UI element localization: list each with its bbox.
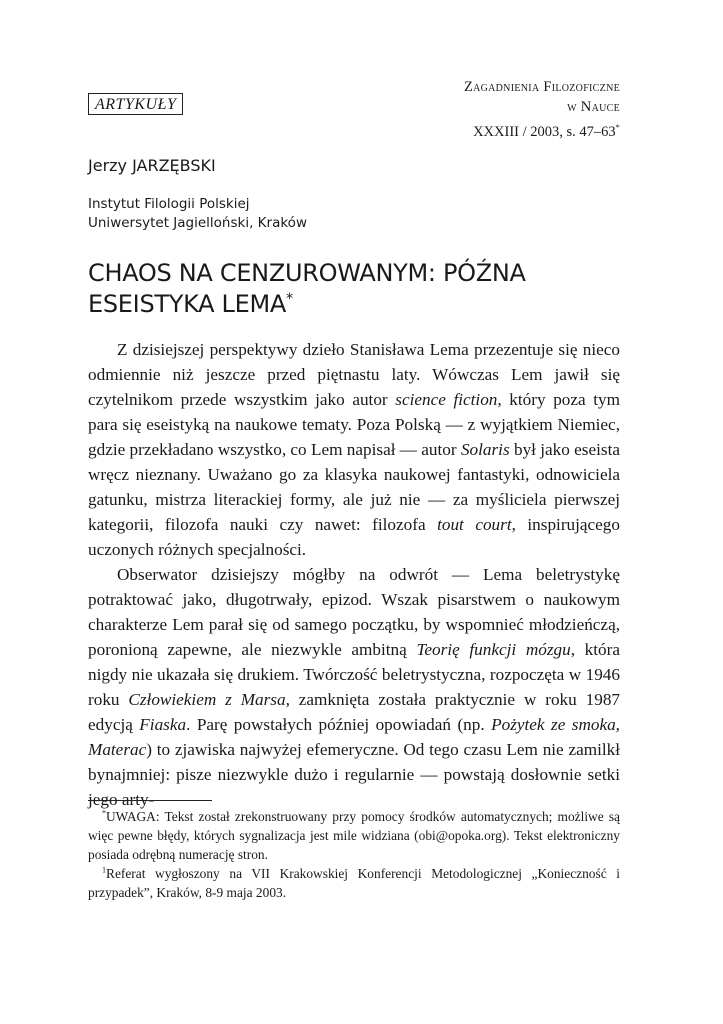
p2-text-e: , zamknięta została praktycznie w roku 1987 edycją bbox=[88, 690, 621, 734]
p1-italic-tout-court: tout court bbox=[437, 515, 512, 534]
p1-text-e: był jako eseista wręcz nieznany. Uważano go za klasyka naukowej fantastyki, odnowiciela gatunku, mistrza literackiej formy, ale już nie — za myśliciela pierwszej kategorii, filozofa nauki czy nawet: filozofa bbox=[88, 440, 620, 534]
affiliation-line1: Instytut Filologii Polskiej bbox=[88, 196, 250, 212]
p1-text-c: , który poza tym para się eseistyką na naukowe tematy. Poza Polską — z wyjątkiem Niemiec, gdzie przekładano wszystko, co Lem napisał — autor bbox=[88, 390, 620, 459]
footnote-1-text: UWAGA: Tekst został zrekonstruowany przy pomocy środków automatycznych; możliwe są więc pewne błędy, których sygnalizacja jest mile widziana (obi@opoka.org). Tekst elektroniczny posiada odrębną numerację stron. bbox=[88, 809, 620, 862]
p1-italic-science-fiction: science fiction bbox=[395, 390, 498, 409]
footnotes bbox=[88, 807, 620, 902]
journal-issue bbox=[464, 117, 620, 142]
footnote-2-text: Referat wygłoszony na VII Krakowskiej Konferencji Metodologicznej „Konieczność i przypadek”, Kraków, 8-9 maja 2003. bbox=[88, 866, 620, 900]
footnote-2 bbox=[88, 864, 620, 902]
affiliation bbox=[88, 195, 307, 233]
journal-header bbox=[464, 77, 620, 142]
p2-text-i: ) to zjawiska najwyżej efemeryczne. Od tego czasu Lem nie zamilkł bynajmniej: pisze niezwykle dużo i regularnie — powstają dosłownie setki jego arty- bbox=[88, 740, 620, 809]
article-body bbox=[88, 337, 620, 812]
title-text: CHAOS NA CENZUROWANYM: PÓŹNA ESEISTYKA LEMA bbox=[88, 259, 526, 318]
p2-italic-teoria: Teorię funkcji mózgu bbox=[416, 640, 571, 659]
footnote-2-mark: 1 bbox=[102, 865, 107, 875]
issue-text: XXXIII / 2003, s. 47–63 bbox=[473, 123, 616, 140]
title-mark: * bbox=[286, 291, 293, 307]
p2-text-a: Obserwator dzisiejszy mógłby na odwrót — Lema beletrystykę potraktować jako, długotrwały, epizod. Wszak pisarstwem o naukowym charakterze Lem parał się od samego początku, by wspomnieć młodzieńczą, poronioną zapewne, ale niezwykle ambitną bbox=[88, 565, 620, 659]
journal-name-line2: w Nauce bbox=[567, 99, 620, 115]
issue-mark: * bbox=[615, 122, 620, 132]
article-title bbox=[88, 258, 648, 320]
p2-italic-czlowiek: Człowiekiem z Marsa bbox=[128, 690, 286, 709]
footnote-1 bbox=[88, 807, 620, 864]
footnote-rule bbox=[88, 800, 212, 801]
p2-italic-pozytek: Pożytek ze smoka, Materac bbox=[88, 715, 620, 759]
affiliation-line2: Uniwersytet Jagielloński, Kraków bbox=[88, 215, 307, 231]
p1-italic-solaris: Solaris bbox=[460, 440, 510, 459]
p2-text-g: . Parę powstałych później opowiadań (np. bbox=[186, 715, 492, 734]
p1-text-a: Z dzisiejszej perspektywy dzieło Stanisława Lema przezentuje się nieco odmiennie niż jeszcze przed piętnastu laty. Wówczas Lem jawił się czytelnikom przede wszystkim jako autor bbox=[88, 340, 620, 409]
paragraph-1 bbox=[88, 337, 620, 562]
p2-text-c: , która nigdy nie ukazała się drukiem. Twórczość beletrystyczna, rozpoczęta w 1946 roku bbox=[88, 640, 620, 709]
p1-text-g: , inspirującego uczonych różnych specjalności. bbox=[88, 515, 620, 559]
section-label: ARTYKUŁY bbox=[88, 93, 183, 115]
journal-name-line1: Zagadnienia Filozoficzne bbox=[463, 79, 620, 95]
p2-italic-fiasko: Fiaska bbox=[139, 715, 187, 734]
paragraph-2 bbox=[88, 562, 620, 812]
author-name: Jerzy JARZĘBSKI bbox=[88, 156, 216, 175]
footnote-1-mark: * bbox=[102, 808, 107, 818]
